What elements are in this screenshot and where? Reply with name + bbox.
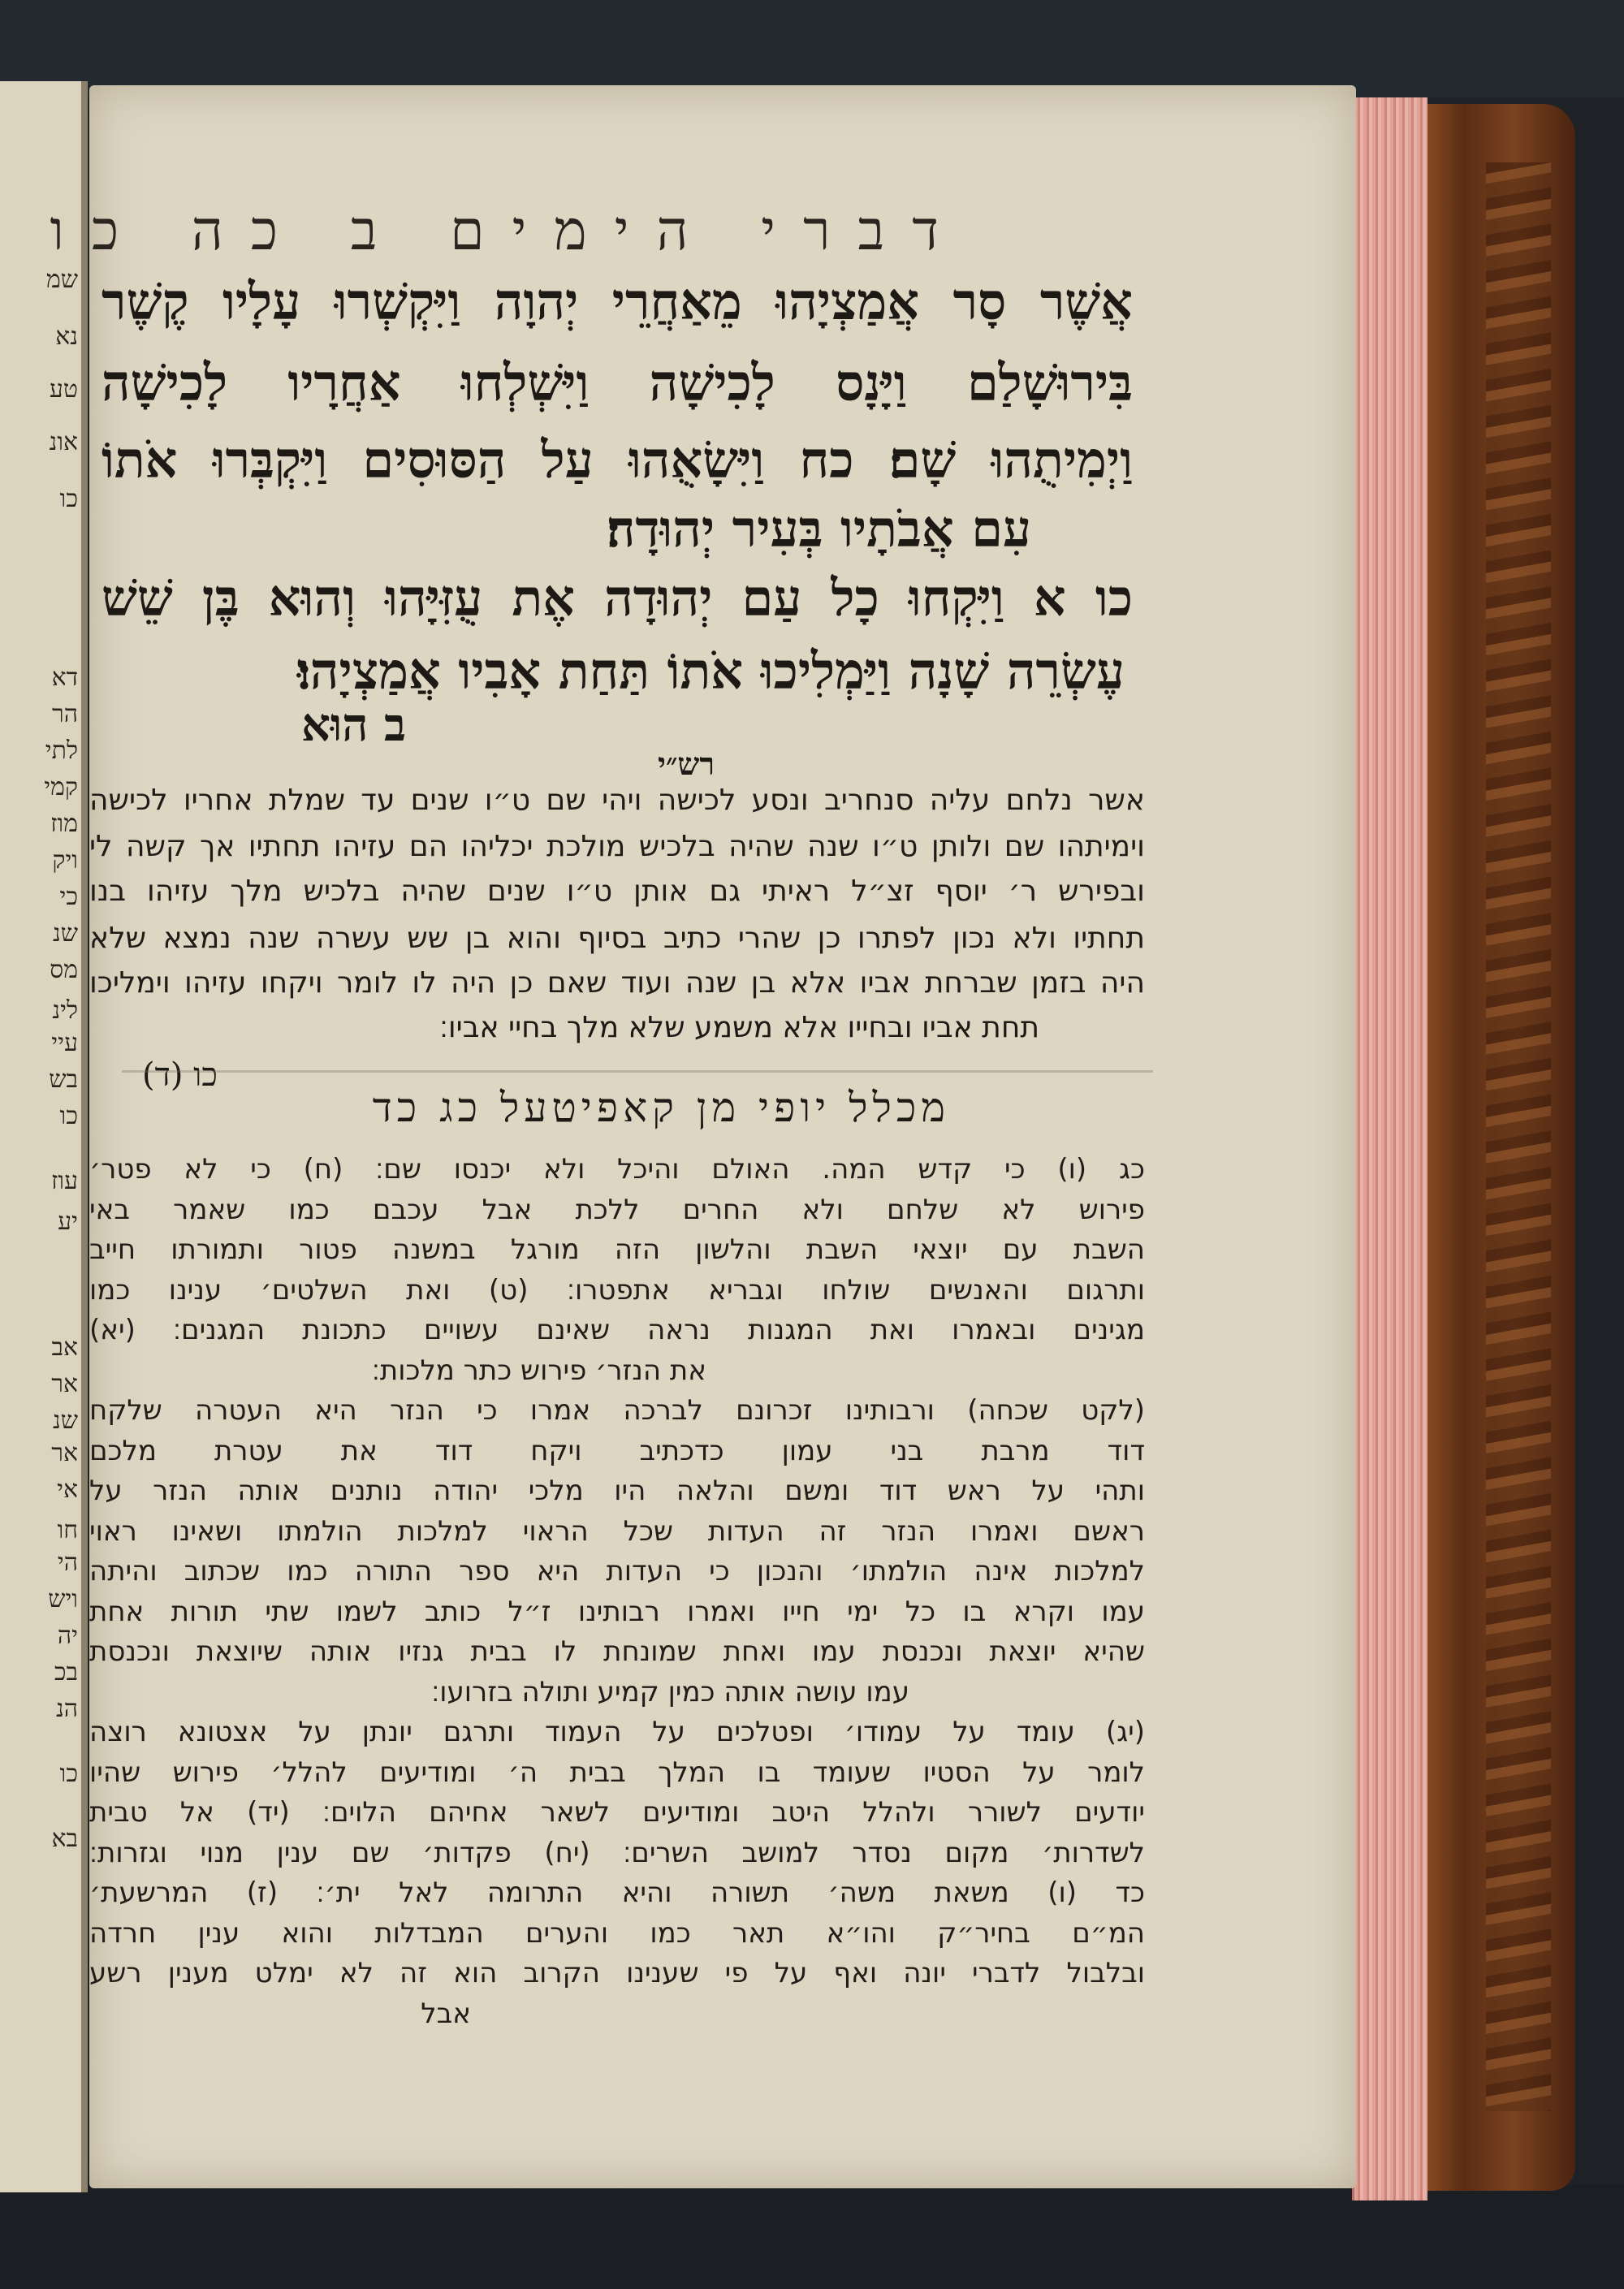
left-page-fragment-text: מוז <box>50 812 78 836</box>
marbled-cover-pattern <box>1486 162 1551 2111</box>
left-page-fragment-text: הנ <box>55 1697 78 1721</box>
rashi-line: וימיתהו שם ולותן ט״ו שנה שהיה בלכיש מולכת יכליהו הם עזיהו תחתיו אך קשה לי <box>89 830 1145 863</box>
left-page-fragment-text: דא <box>51 666 78 690</box>
left-page-fragment-text: כו <box>59 1762 78 1786</box>
left-page-fragment-text: כו <box>59 1104 78 1129</box>
commentary-line: למלכות אינה הולמתו׳ והנכון כי העדות היא ספר התורה כמו שכתוב והיתה <box>89 1555 1145 1587</box>
commentary-line: עמו וקרא בו כל ימי חייו ואמרו רבותינו ז״ל כותב לשמו שתי תורות אחת <box>89 1595 1145 1628</box>
commentary-line: עמו עושה אותה כמין קמיע ותולה בזרועו׃ <box>431 1675 909 1708</box>
left-page-fragment-text: עוז <box>50 1169 78 1194</box>
rashi-line: אשר נלחם עליה סנחריב ונסע לכישה ויהי שם ט״ו שנים עד שמלת אחריו לכישה <box>89 784 1145 817</box>
page-edges-red <box>1352 97 1427 2200</box>
left-page-fragment-text: הר <box>52 702 78 727</box>
commentary-line: ותהי על ראש דוד ומשם והלאה היו מלכי יהודה נותנים אותה הנזר על <box>89 1475 1145 1507</box>
left-page-fragment-text: שנ <box>53 922 78 946</box>
left-page-fragment-text: עיי <box>51 1031 78 1056</box>
commentary-line: השבת עם יוצאי השבת והלשון הזה מורגל במשנה פטור ותמורתו חייב <box>89 1233 1145 1266</box>
rashi-line: תחתיו ולא נכון לפתרו כן שהרי כתיב בסיוף והוא בן שש עשרה שנה נמצא שלא <box>89 922 1145 955</box>
left-page-fragment-text: לינ <box>52 999 78 1023</box>
commentary-line: אבל <box>421 1997 471 2030</box>
commentary-line: את הנזר׳ פירוש כתר מלכות׃ <box>371 1354 706 1387</box>
left-page-fragment-text: אונ <box>49 430 78 455</box>
left-page-fragment-text: אב <box>51 1336 78 1360</box>
left-page-fragment-text: אי <box>57 1478 78 1502</box>
catchword: ב הוּא <box>301 698 406 752</box>
rashi-line: היה בזמן שברחת אביו אלא בן שנה ועוד שאם כן היה לו לומר ויקחו עזיהו וימליכו <box>89 966 1145 1000</box>
left-page-fragment-text: יה <box>57 1624 78 1648</box>
left-page-fragment-text: קמי <box>44 775 78 800</box>
commentary-line: שהיא יוצאת ונכנסת עמו ואחת שמונחת לו בבית גנזיו אותה שיוצאת ונכנסת <box>89 1635 1145 1668</box>
scripture-line: עִם אֲבֹתָיו בְּעִיר יְהוּדָה׃ <box>606 499 1031 559</box>
rashi-title: רש״י <box>658 745 715 782</box>
scripture-line: בִּירוּשָׁלַם וַיָּנָס לָכִישָׁה וַיִּשְׁלְחוּ אַחֲרָיו לָכִישָׁה <box>102 353 1133 412</box>
left-page-fragment-text: בש <box>49 1068 78 1092</box>
left-page-fragment-text: שנ <box>53 1409 78 1433</box>
left-page-fragment-text: אר <box>51 1441 78 1466</box>
left-page-fragment-text: נא <box>55 325 78 349</box>
commentary-line: ותרגום והאנשים שולחו וגבריא אתפטרו׃ (ט) ואת השלטים׳ ענינו כמו <box>89 1273 1145 1306</box>
scripture-line: עֶשְׂרֵה שָׁנָה וַיַּמְלִיכוּ אֹתוֹ תַּחַת אָבִיו אֲמַצְיָהוּ׃ <box>296 641 1125 701</box>
left-page-fragment-text: הי <box>57 1551 78 1575</box>
background-cloth-top <box>0 0 1624 97</box>
commentary-line: לשדרות׳ מקום נסדר למושב השרים׃ (יח) פקדות׳ שם ענין מנוי וגזרות׃ <box>89 1836 1145 1869</box>
commentary-line: ובלבול לדברי יונה ואף על פי שענינו הקרוב הוא זה לא ימלט מענין רשע <box>89 1957 1145 1989</box>
commentary-line: דוד מרבת בני עמון כדכתיב ויקח דוד את עטרת מלכם <box>89 1434 1145 1467</box>
divider-rule <box>122 1070 1153 1073</box>
left-page-fragment-text: ויק <box>52 849 78 873</box>
section-label: כו (ד) <box>142 1056 218 1094</box>
scripture-line: אֲשֶׁר סָר אֲמַצְיָהוּ מֵאַחֲרֵי יְהוָה וַיִּקְשְׁרוּ עָלָיו קֶשֶׁר <box>102 272 1133 331</box>
left-page-fragment <box>0 81 88 2192</box>
left-page-fragment-text: מס <box>50 958 78 983</box>
commentary-line: כד (ו) משאת משה׳ תשורה והיא התרומה לאל ית׳׃ (ז) המרשעת׳ <box>89 1877 1145 1909</box>
commentary-line: כג (ו) כי קדש המה. האולם והיכל ולא יכנסו שם׃ (ח) כי לא פטר׳ <box>89 1153 1145 1186</box>
commentary-line: ראשם ואמרו הנזר זה העדות שכל הראוי למלכות הולמתו ושאינו ראוי <box>89 1514 1145 1548</box>
commentary-line: לומר על הסטיו שעומד בו המלך בבית ה׳ ומודיעים להלל׳ פירוש שהיו <box>89 1756 1145 1789</box>
left-page-fragment-text: אר <box>51 1372 78 1397</box>
running-header: דברי הימים ב כה כו <box>50 199 966 263</box>
commentary-line: מגינים ובאמרו ואת המגנות נראה שאינם עשויים כתכונת המגנים׃ (יא) <box>89 1314 1145 1346</box>
commentary-subtitle: מכלל יופי מן קאפיטעל כג כד <box>372 1084 950 1131</box>
commentary-line: (לקט שכחה) ורבותינו זכרונם לברכה אמרו כי הנזר היא העטרה שלקח <box>89 1394 1145 1427</box>
left-page-fragment-text: חו <box>57 1518 78 1543</box>
left-page-fragment-text: בכ <box>54 1661 78 1685</box>
rashi-line: ובפירש ר׳ יוסף זצ״ל ראיתי גם אותן ט״ו שנים שהיה בלכיש מלך עזיהו בנו <box>89 875 1145 908</box>
left-page-fragment-text: ויש <box>48 1587 78 1612</box>
scripture-line: כו א וַיִּקְחוּ כָל עַם יְהוּדָה אֶת עֻזִּיָּהוּ וְהוּא בֶּן שֵׁשׁ <box>102 568 1133 628</box>
left-page-fragment-text: כו <box>59 487 78 512</box>
left-page-fragment-text: כי <box>59 885 78 909</box>
commentary-line: פירוש לא שלחם ולא החרים ללכת אבל עכבם כמו שאמר באי <box>89 1193 1145 1226</box>
scripture-line: וַיְמִיתֻהוּ שָׁם׃ כח וַיִּשָׂאֻהוּ עַל הַסּוּסִים וַיִּקְבְּרוּ אֹתוֹ <box>102 430 1133 490</box>
left-page-fragment-text: יע <box>58 1210 78 1234</box>
left-page-fragment-text: בא <box>51 1827 78 1851</box>
commentary-line: המ״ם בחיר״ק והו״א תאר כמו והערים המבדלות והוא ענין חרדה <box>89 1916 1145 1950</box>
commentary-line: יודעים לשורר ולהלל היטב ומודיעים לשאר אחיהם הלוים׃ (יד) אל טבית <box>89 1796 1145 1829</box>
left-page-fragment-text: לתי <box>45 739 78 763</box>
rashi-line: תחת אביו ובחייו אלא משמע שלא מלך בחיי אביו׃ <box>439 1011 1039 1044</box>
left-page-fragment-text: שמ <box>45 268 78 292</box>
left-page-fragment-text: טע <box>49 378 78 402</box>
commentary-line: (יג) עומד על עמודו׳ ופטלכים על העמוד ותרגם יונתן על אצטונא רוצה <box>89 1716 1145 1748</box>
